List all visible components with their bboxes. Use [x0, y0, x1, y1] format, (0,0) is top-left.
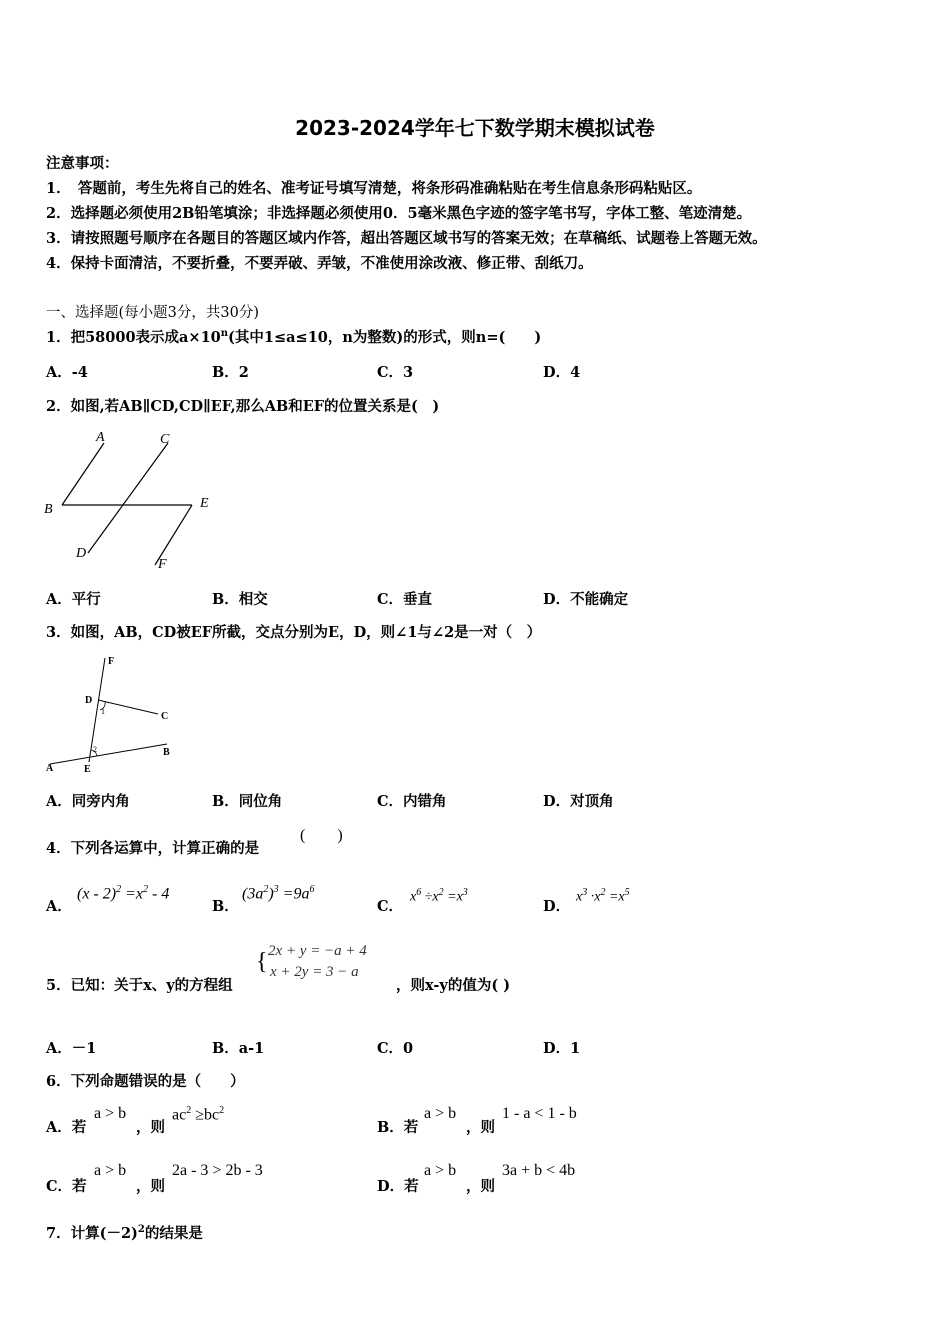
label-f: F: [158, 557, 167, 572]
q4-option-c-expr: $x^6 \div x^2 =x^3$: [410, 887, 468, 905]
section-heading: 一、选择题(每小题3分，共30分): [46, 305, 259, 321]
q6-option-b-cond: a > b: [424, 1105, 457, 1122]
q6-option-b-result: 1 - a < 1 - b: [502, 1105, 577, 1122]
line-ab: [50, 744, 167, 764]
q4-paren: ( ): [300, 827, 343, 844]
q4-option-b-expr: $(3a^2)^3 =9a^6$: [242, 884, 315, 903]
q4-option-d-expr: $x^3 \cdot x^2 =x^5$: [576, 887, 630, 905]
label-a: A: [46, 763, 54, 774]
q3-option-a[interactable]: A．同旁内角: [46, 793, 130, 810]
question-5-stem: 5．已知：关于x、y的方程组: [46, 977, 233, 994]
label-c: C: [160, 432, 170, 447]
q2-option-d[interactable]: D．不能确定: [543, 591, 629, 608]
question-6-stem: 6．下列命题错误的是（ ）: [46, 1073, 245, 1090]
q1-option-d[interactable]: D．4: [543, 364, 581, 381]
label-d: D: [76, 546, 87, 561]
question-4-stem: 4．下列各运算中，计算正确的是: [46, 840, 260, 857]
notice-item-1: 1． 答题前，考生先将自己的姓名、准考证号填写清楚，将条形码准确粘贴在考生信息条形码粘贴区。: [46, 180, 702, 197]
q5-option-b[interactable]: B．a-1: [212, 1040, 265, 1057]
q6-option-c-result: 2a - 3 > 2b - 3: [172, 1162, 263, 1179]
q6-option-b-then: ，则: [466, 1119, 495, 1136]
line-ab: [62, 443, 104, 505]
q6-option-d-result: 3a + b < 4b: [502, 1162, 576, 1179]
notice-item-3: 3．请按照题号顺序在各题目的答题区域内作答，超出答题区域书写的答案无效；在草稿纸、试题卷上答题无效。: [46, 230, 767, 247]
q5-equation-2: x + 2y = 3 − a: [270, 964, 359, 980]
q6-option-a-then: ，则: [136, 1119, 165, 1136]
q6-option-a-label[interactable]: A．若: [46, 1119, 87, 1136]
label-d: D: [85, 695, 93, 706]
q2-option-c[interactable]: C．垂直: [377, 591, 433, 608]
q1-option-a[interactable]: A．-4: [46, 364, 88, 381]
question-1-stem: 1．把58000表示成$a\times 10^n$(其中1≤a≤10，n为整数)的形式，则n=( ): [46, 328, 542, 346]
q2-option-b[interactable]: B．相交: [212, 591, 268, 608]
question-7-stem: 7．计算$(-2)^2$的结果是: [46, 1224, 203, 1242]
q5-option-c[interactable]: C．0: [377, 1040, 414, 1057]
q1-option-b[interactable]: B．2: [212, 364, 249, 381]
label-a: A: [96, 430, 105, 445]
q3-option-c[interactable]: C．内错角: [377, 793, 447, 810]
q5-brace: {: [256, 949, 268, 975]
label-c: C: [161, 711, 169, 722]
q5-equation-1: 2x + y = −a + 4: [268, 943, 367, 959]
q4-option-c-label[interactable]: C．: [377, 898, 404, 915]
notice-heading: 注意事项：: [46, 155, 119, 172]
q3-option-b[interactable]: B．同位角: [212, 793, 283, 810]
q5-option-a[interactable]: A．－1: [46, 1040, 97, 1057]
q6-option-b-label[interactable]: B．若: [377, 1119, 419, 1136]
q6-option-d-then: ，则: [466, 1178, 495, 1195]
q6-option-a-result: $ac^2 \ge bc^2$: [172, 1105, 225, 1124]
q6-option-c-label[interactable]: C．若: [46, 1178, 87, 1195]
q5-option-d[interactable]: D．1: [543, 1040, 581, 1057]
notice-item-4: 4．保持卡面清洁，不要折叠，不要弄破、弄皱，不准使用涂改液、修正带、刮纸刀。: [46, 255, 593, 272]
label-b: B: [163, 747, 170, 758]
q5-stem-tail: ，则x-y的值为( ): [396, 977, 511, 994]
q3-option-d[interactable]: D．对顶角: [543, 793, 614, 810]
q6-option-d-cond: a > b: [424, 1162, 457, 1179]
line-dc: [98, 700, 158, 714]
q2-option-a[interactable]: A．平行: [46, 591, 101, 608]
q4-option-b-label[interactable]: B．: [212, 898, 239, 915]
page-title: 2023-2024学年七下数学期末模拟试卷: [295, 116, 655, 140]
q3-figure: [40, 650, 190, 776]
q2-figure: [40, 425, 230, 575]
q1-option-c[interactable]: C．3: [377, 364, 414, 381]
q6-option-d-label[interactable]: D．若: [377, 1178, 419, 1195]
q4-option-a-expr: $(x - 2)^2 =x^2 - 4$: [77, 884, 170, 903]
question-3-stem: 3．如图，AB，CD被EF所截，交点分别为E，D，则∠1与∠2是一对（ ）: [46, 624, 542, 641]
question-2-stem: 2．如图,若AB∥CD,CD∥EF,那么AB和EF的位置关系是( ): [46, 398, 440, 415]
q4-option-a-label[interactable]: A．: [46, 898, 72, 915]
label-angle-1: 1: [101, 707, 105, 716]
label-b: B: [44, 502, 53, 517]
line-cd: [88, 443, 168, 553]
line-ef: [155, 505, 192, 565]
label-e: E: [200, 496, 209, 511]
notice-item-2: 2．选择题必须使用2B铅笔填涂；非选择题必须使用0．5毫米黑色字迹的签字笔书写，字体工整、笔迹清楚。: [46, 205, 752, 222]
label-e: E: [84, 764, 91, 775]
q6-option-c-cond: a > b: [94, 1162, 127, 1179]
q4-option-d-label[interactable]: D．: [543, 898, 571, 915]
q6-option-c-then: ，则: [136, 1178, 165, 1195]
label-angle-2: 2: [93, 745, 97, 754]
q6-option-a-cond: a > b: [94, 1105, 127, 1122]
label-f: F: [108, 656, 115, 667]
